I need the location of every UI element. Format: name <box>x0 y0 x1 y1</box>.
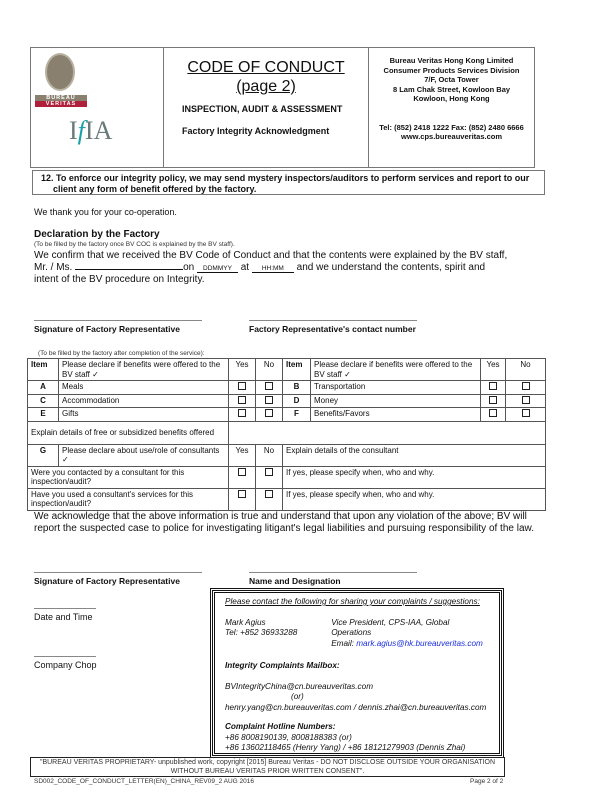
contact-intro: Please contact the following for sharing your complaints / suggestions: <box>225 597 480 606</box>
no-checkbox[interactable] <box>265 490 273 498</box>
date-time-label: Date and Time <box>34 612 93 622</box>
item-code: G <box>28 444 59 466</box>
signature-label: Signature of Factory Representative <box>34 324 180 334</box>
website: www.cps.bureauveritas.com <box>400 132 502 141</box>
yes-checkbox[interactable] <box>238 409 246 417</box>
explain-label: Explain details of free or subsidized benefits offered <box>28 421 229 444</box>
header-cell: Please declare if benefits were offered to the BV staff ✓ <box>311 359 481 381</box>
hotline-title: Complaint Hotline Numbers: <box>225 722 336 731</box>
contact-box <box>212 590 502 756</box>
page-number: Page 2 of 2 <box>470 778 504 785</box>
contact-name: Mark Agius <box>225 617 266 627</box>
item-12-box: 12. To enforce our integrity policy, we may send mystery inspectors/auditors to perform services and report to our client any form of benefit offered by the factory. <box>32 170 545 195</box>
thanks-text: We thank you for your co-operation. <box>34 207 177 217</box>
item-code: A <box>28 381 59 395</box>
time-field[interactable]: HH:MM <box>252 265 294 273</box>
yes-checkbox[interactable] <box>238 396 246 404</box>
text: Mr. / Ms. <box>34 261 73 273</box>
no-checkbox[interactable] <box>265 409 273 417</box>
header-cell: No <box>256 444 283 466</box>
email-link[interactable]: mark.agius@hk.bureauveritas.com <box>356 638 483 648</box>
table-row <box>28 444 546 466</box>
item-label: Accommodation <box>59 394 229 408</box>
address-line: Consumer Products Services Division <box>383 65 520 75</box>
logos <box>31 48 164 167</box>
document-header <box>30 47 535 168</box>
header-cell: Please declare if benefits were offered to the BV staff ✓ <box>59 359 229 381</box>
no-checkbox[interactable] <box>265 468 273 476</box>
item-label: Money <box>311 394 481 408</box>
header-cell: Item <box>283 359 311 381</box>
email-label: Email: <box>331 638 357 648</box>
address-line: 7/F, Octa Tower <box>424 75 479 84</box>
name-designation-line[interactable] <box>249 572 417 573</box>
mailbox-email-2: henry.yang@cn.bureauveritas.com / dennis.zhai@cn.bureauveritas.com <box>225 702 487 712</box>
proprietary-notice: "BUREAU VERITAS PROPRIETARY- unpublished work, copyright [2015] Bureau Veritas - DO NOT DISCLOSE OUTSIDE YOUR ORGANISATION WITHOUT BUREAU VERITAS PRIOR WRITTEN CONSENT". <box>30 757 505 777</box>
signature-label: Signature of Factory Representative <box>34 576 180 586</box>
declaration-note: (To be filled by the factory once BV COC is explained by the BV staff). <box>34 241 235 248</box>
address-line: 8 Lam Chak Street, Kowloon Bay <box>392 84 511 94</box>
header-cell: No <box>506 359 546 381</box>
item-code: D <box>283 394 311 408</box>
yes-checkbox[interactable] <box>238 490 246 498</box>
table-row <box>28 421 546 444</box>
document-code: SD002_CODE_OF_CONDUCT_LETTER(EN)_CHINA_REV09_2 AUG 2016 <box>34 778 254 785</box>
table-row <box>28 394 546 408</box>
header-cell: Yes <box>229 444 256 466</box>
specify-field[interactable]: If yes, please specify when, who and why. <box>283 466 546 488</box>
ifia-logo: IfIA <box>69 116 113 145</box>
text: at <box>240 261 250 273</box>
tel-fax: Tel: (852) 2418 1222 Fax: (852) 2480 6666 <box>379 122 524 132</box>
name-field[interactable] <box>75 269 183 270</box>
declaration-title: Declaration by the Factory <box>34 229 160 240</box>
signature-line[interactable] <box>34 572 202 573</box>
page-label: (page 2) <box>236 78 296 95</box>
question: Have you used a consultant's services for this inspection/audit? <box>28 488 229 510</box>
table-row <box>28 466 546 488</box>
item-code: B <box>283 381 311 395</box>
item-code: F <box>283 408 311 422</box>
table-row <box>28 488 546 510</box>
address-line: Bureau Veritas Hong Kong Limited <box>389 56 514 65</box>
document-title: CODE OF CONDUCT <box>187 59 345 76</box>
question: Were you contacted by a consultant for this inspection/audit? <box>28 466 229 488</box>
table-header <box>28 359 546 381</box>
company-chop-label: Company Chop <box>34 660 97 670</box>
company-address <box>369 48 534 167</box>
item-label: Gifts <box>59 408 229 422</box>
text: and we understand the contents, spirit and <box>296 261 486 273</box>
item-label: Meals <box>59 381 229 395</box>
bureau-veritas-logo: BUREAU VERITAS <box>35 95 87 107</box>
yes-checkbox[interactable] <box>489 382 497 390</box>
item-label: Benefits/Favors <box>311 408 481 422</box>
text: on <box>183 261 195 273</box>
header-cell: Yes <box>229 359 256 381</box>
no-checkbox[interactable] <box>522 409 530 417</box>
declaration-text <box>34 250 554 286</box>
benefits-table <box>27 358 546 511</box>
date-time-line[interactable] <box>34 608 96 609</box>
specify-field[interactable]: If yes, please specify when, who and why. <box>283 488 546 510</box>
text-line: We confirm that we received the BV Code of Conduct and that the contents were explained by the BV staff, <box>34 250 508 261</box>
yes-checkbox[interactable] <box>238 468 246 476</box>
table-row <box>28 408 546 422</box>
acknowledgement-text: We acknowledge that the above information is true and understand that upon any violation of the above; BV will report the suspected case to police for investigating litigant's legal liabilities and pursuing responsibility of the law. <box>34 511 534 534</box>
item-label: Please declare about use/role of consultants ✓ <box>59 444 229 466</box>
hotline-numbers: +86 8008190139, 8008188383 (or) <box>225 732 352 742</box>
yes-checkbox[interactable] <box>489 409 497 417</box>
header-cell: No <box>256 359 283 381</box>
contact-role: Vice President, CPS-IAA, Global Operations <box>331 617 450 637</box>
bureau-veritas-seal-icon <box>45 53 75 91</box>
mailbox-email: BVIntegrityChina@cn.bureauveritas.com <box>225 681 374 691</box>
no-checkbox[interactable] <box>265 396 273 404</box>
date-field[interactable]: DDMMYY <box>197 265 238 273</box>
mailbox-title: Integrity Complaints Mailbox: <box>225 661 340 670</box>
contact-number-label: Factory Representative's contact number <box>249 324 416 334</box>
item-code: C <box>28 394 59 408</box>
company-chop-line[interactable] <box>34 656 96 657</box>
address-line: Kowloon, Hong Kong <box>413 94 490 103</box>
yes-checkbox[interactable] <box>489 396 497 404</box>
no-checkbox[interactable] <box>522 396 530 404</box>
or-text: (or) <box>291 692 304 701</box>
subtitle-2: Factory Integrity Acknowledgment <box>182 126 330 136</box>
no-checkbox[interactable] <box>522 382 530 390</box>
subtitle: INSPECTION, AUDIT & ASSESSMENT <box>182 104 343 114</box>
signature-line[interactable] <box>34 320 202 321</box>
table-note: (To be filled by the factory after completion of the service): <box>38 350 205 357</box>
text-line: intent of the BV procedure on Integrity. <box>34 274 205 285</box>
header-cell: Item <box>28 359 59 381</box>
explain-field[interactable] <box>229 421 546 444</box>
item-code: E <box>28 408 59 422</box>
item-label: Transportation <box>311 381 481 395</box>
table-row <box>28 381 546 395</box>
header-cell: Yes <box>481 359 506 381</box>
contact-tel: Tel: +852 36933288 <box>225 628 298 637</box>
hotline-numbers-2: +86 13602118465 (Henry Yang) / +86 18121279903 (Dennis Zhai) <box>225 743 466 752</box>
contact-number-line[interactable] <box>249 320 417 321</box>
name-designation-label: Name and Designation <box>249 576 341 586</box>
no-checkbox[interactable] <box>265 382 273 390</box>
consultant-explain-label: Explain details of the consultant <box>283 444 546 466</box>
yes-checkbox[interactable] <box>238 382 246 390</box>
